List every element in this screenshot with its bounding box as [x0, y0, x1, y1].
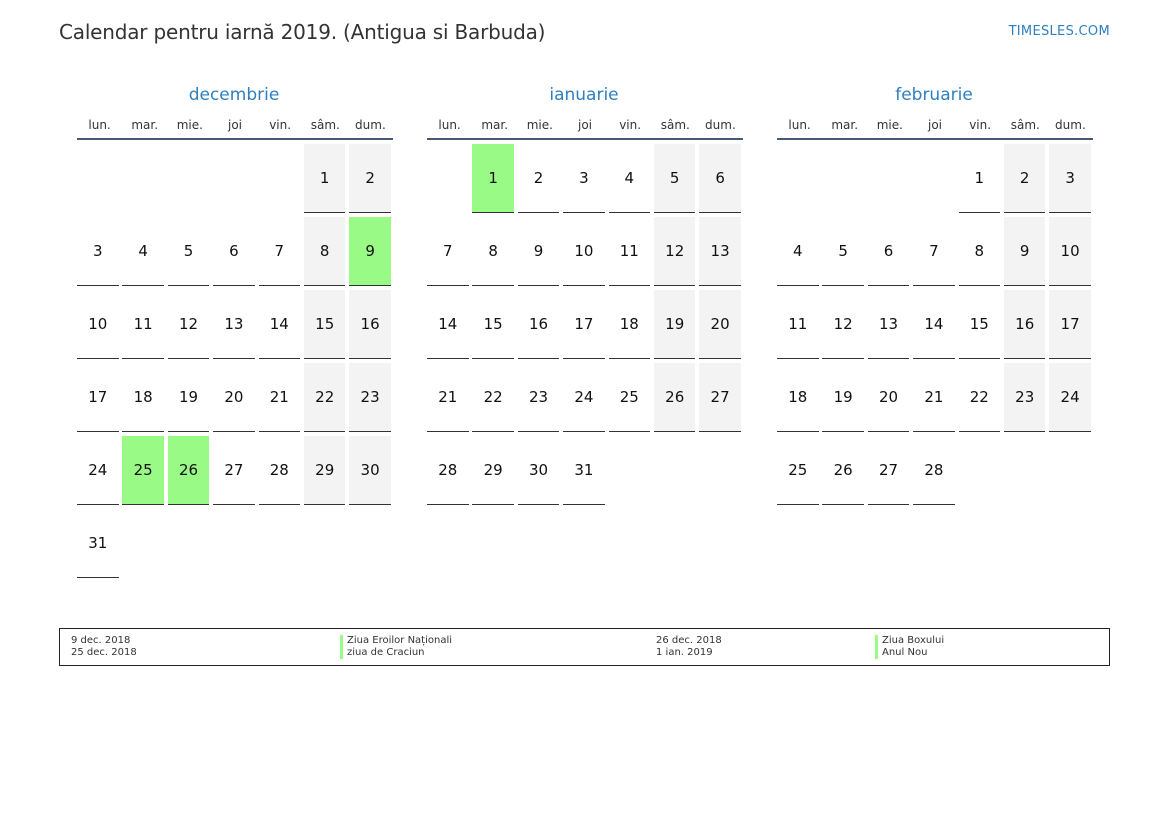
legend-date: 26 dec. 2018: [656, 635, 722, 646]
day-cell[interactable]: 22: [304, 363, 346, 432]
day-cell[interactable]: 9: [518, 217, 560, 286]
day-cell[interactable]: 11: [122, 290, 164, 359]
day-cell[interactable]: 8: [959, 217, 1001, 286]
day-cell[interactable]: 28: [913, 436, 955, 505]
day-cell[interactable]: 1: [304, 144, 346, 213]
day-cell[interactable]: 18: [122, 363, 164, 432]
day-cell[interactable]: 15: [304, 290, 346, 359]
day-grid: [77, 144, 393, 578]
day-cell[interactable]: 24: [1049, 363, 1091, 432]
day-grid: [427, 144, 743, 505]
site-link[interactable]: TIMESLES.COM: [1008, 24, 1110, 39]
weekday-label: mie.: [176, 117, 203, 132]
weekday-label: mar.: [481, 117, 509, 132]
empty-cell: [122, 144, 164, 213]
day-cell[interactable]: 21: [259, 363, 301, 432]
day-cell[interactable]: 8: [304, 217, 346, 286]
day-cell[interactable]: 21: [913, 363, 955, 432]
weekday-label: joi: [927, 117, 942, 132]
day-cell[interactable]: 30: [349, 436, 391, 505]
day-cell[interactable]: 12: [822, 290, 864, 359]
day-cell[interactable]: 14: [913, 290, 955, 359]
day-cell[interactable]: 26: [654, 363, 696, 432]
day-cell[interactable]: 11: [609, 217, 651, 286]
legend-dates-right: [656, 635, 722, 659]
day-cell[interactable]: 7: [913, 217, 955, 286]
day-cell[interactable]: 19: [168, 363, 210, 432]
day-cell[interactable]: 9: [1004, 217, 1046, 286]
day-cell[interactable]: 7: [427, 217, 469, 286]
empty-cell: [213, 144, 255, 213]
day-cell[interactable]: 27: [213, 436, 255, 505]
weekday-label: joi: [227, 117, 242, 132]
weekday-header: [77, 111, 393, 140]
weekday-label: lun.: [88, 117, 111, 132]
day-cell[interactable]: 7: [259, 217, 301, 286]
month-december: [77, 83, 393, 578]
day-cell[interactable]: 24: [77, 436, 119, 505]
empty-cell: [822, 144, 864, 213]
weekday-label: dum.: [705, 117, 736, 132]
day-cell[interactable]: 31: [563, 436, 605, 505]
legend-date: 1 ian. 2019: [656, 647, 713, 658]
day-cell[interactable]: 13: [213, 290, 255, 359]
legend-holiday-name: Anul Nou: [882, 647, 928, 658]
day-cell[interactable]: 18: [777, 363, 819, 432]
day-cell[interactable]: 17: [563, 290, 605, 359]
day-cell[interactable]: 10: [1049, 217, 1091, 286]
empty-cell: [427, 144, 469, 213]
day-cell[interactable]: 13: [868, 290, 910, 359]
empty-cell: [777, 144, 819, 213]
weekday-label: dum.: [355, 117, 386, 132]
day-cell[interactable]: 16: [349, 290, 391, 359]
day-cell[interactable]: 12: [654, 217, 696, 286]
page-title: Calendar pentru iarnă 2019. (Antigua si Barbuda): [59, 20, 546, 44]
day-cell[interactable]: 19: [654, 290, 696, 359]
day-cell[interactable]: 12: [168, 290, 210, 359]
holiday-day-cell[interactable]: 9: [349, 217, 391, 286]
empty-cell: [259, 144, 301, 213]
legend-names-left: [340, 635, 452, 659]
weekday-label: dum.: [1055, 117, 1086, 132]
day-cell[interactable]: 22: [472, 363, 514, 432]
day-cell[interactable]: 20: [868, 363, 910, 432]
day-cell[interactable]: 20: [699, 290, 741, 359]
day-cell[interactable]: 14: [259, 290, 301, 359]
month-title: decembrie: [188, 85, 280, 105]
day-cell[interactable]: 21: [427, 363, 469, 432]
weekday-label: lun.: [788, 117, 811, 132]
weekday-label: mar.: [131, 117, 159, 132]
day-cell[interactable]: 3: [77, 217, 119, 286]
day-cell[interactable]: 20: [213, 363, 255, 432]
day-cell[interactable]: 27: [699, 363, 741, 432]
day-cell[interactable]: 23: [518, 363, 560, 432]
day-cell[interactable]: 26: [822, 436, 864, 505]
weekday-label: sâm.: [310, 117, 340, 132]
weekday-label: vin.: [269, 117, 292, 132]
weekday-header: [777, 111, 1093, 140]
day-cell[interactable]: 16: [518, 290, 560, 359]
empty-cell: [868, 144, 910, 213]
day-cell[interactable]: 14: [427, 290, 469, 359]
day-cell[interactable]: 2: [518, 144, 560, 213]
day-cell[interactable]: 31: [77, 509, 119, 578]
day-cell[interactable]: 22: [959, 363, 1001, 432]
weekday-label: sâm.: [660, 117, 690, 132]
day-cell[interactable]: 15: [472, 290, 514, 359]
day-grid: [777, 144, 1093, 505]
day-cell[interactable]: 10: [563, 217, 605, 286]
day-cell[interactable]: 27: [868, 436, 910, 505]
day-cell[interactable]: 5: [822, 217, 864, 286]
weekday-label: vin.: [619, 117, 642, 132]
day-cell[interactable]: 10: [77, 290, 119, 359]
day-cell[interactable]: 6: [213, 217, 255, 286]
legend-date: 9 dec. 2018: [71, 635, 131, 646]
day-cell[interactable]: 30: [518, 436, 560, 505]
day-cell[interactable]: 2: [349, 144, 391, 213]
day-cell[interactable]: 23: [349, 363, 391, 432]
day-cell[interactable]: 5: [654, 144, 696, 213]
day-cell[interactable]: 11: [777, 290, 819, 359]
month-february: [777, 83, 1093, 505]
empty-cell: [168, 144, 210, 213]
day-cell[interactable]: 6: [699, 144, 741, 213]
day-cell[interactable]: 8: [472, 217, 514, 286]
day-cell[interactable]: 23: [1004, 363, 1046, 432]
day-cell[interactable]: 17: [1049, 290, 1091, 359]
day-cell[interactable]: 3: [563, 144, 605, 213]
day-cell[interactable]: 4: [777, 217, 819, 286]
month-january: [427, 83, 743, 505]
day-cell[interactable]: 18: [609, 290, 651, 359]
holiday-legend: [59, 628, 1110, 666]
day-cell[interactable]: 17: [77, 363, 119, 432]
day-cell[interactable]: 25: [777, 436, 819, 505]
legend-dates-left: [71, 635, 137, 659]
legend-holiday-name: ziua de Craciun: [347, 647, 425, 658]
weekday-header: [427, 111, 743, 140]
day-cell[interactable]: 28: [259, 436, 301, 505]
weekday-label: sâm.: [1010, 117, 1040, 132]
day-cell[interactable]: 3: [1049, 144, 1091, 213]
weekday-label: mar.: [831, 117, 859, 132]
month-title: februarie: [895, 85, 973, 105]
day-cell[interactable]: 5: [168, 217, 210, 286]
empty-cell: [913, 144, 955, 213]
month-title: ianuarie: [549, 85, 619, 105]
weekday-label: vin.: [969, 117, 992, 132]
day-cell[interactable]: 19: [822, 363, 864, 432]
day-cell[interactable]: 6: [868, 217, 910, 286]
day-cell[interactable]: 13: [699, 217, 741, 286]
day-cell[interactable]: 29: [472, 436, 514, 505]
weekday-label: mie.: [876, 117, 903, 132]
legend-holiday-name: Ziua Eroilor Naționali: [347, 635, 453, 646]
weekday-label: mie.: [526, 117, 553, 132]
day-cell[interactable]: 1: [959, 144, 1001, 213]
holiday-day-cell[interactable]: 26: [168, 436, 210, 505]
day-cell[interactable]: 24: [563, 363, 605, 432]
holiday-day-cell[interactable]: 1: [472, 144, 514, 213]
day-cell[interactable]: 25: [609, 363, 651, 432]
empty-cell: [77, 144, 119, 213]
weekday-label: joi: [577, 117, 592, 132]
legend-names-right: [875, 635, 944, 659]
legend-date: 25 dec. 2018: [71, 647, 137, 658]
day-cell[interactable]: 2: [1004, 144, 1046, 213]
weekday-label: lun.: [438, 117, 461, 132]
day-cell[interactable]: 16: [1004, 290, 1046, 359]
day-cell[interactable]: 4: [122, 217, 164, 286]
holiday-day-cell[interactable]: 25: [122, 436, 164, 505]
day-cell[interactable]: 15: [959, 290, 1001, 359]
legend-holiday-name: Ziua Boxului: [882, 635, 945, 646]
day-cell[interactable]: 28: [427, 436, 469, 505]
day-cell[interactable]: 4: [609, 144, 651, 213]
day-cell[interactable]: 29: [304, 436, 346, 505]
